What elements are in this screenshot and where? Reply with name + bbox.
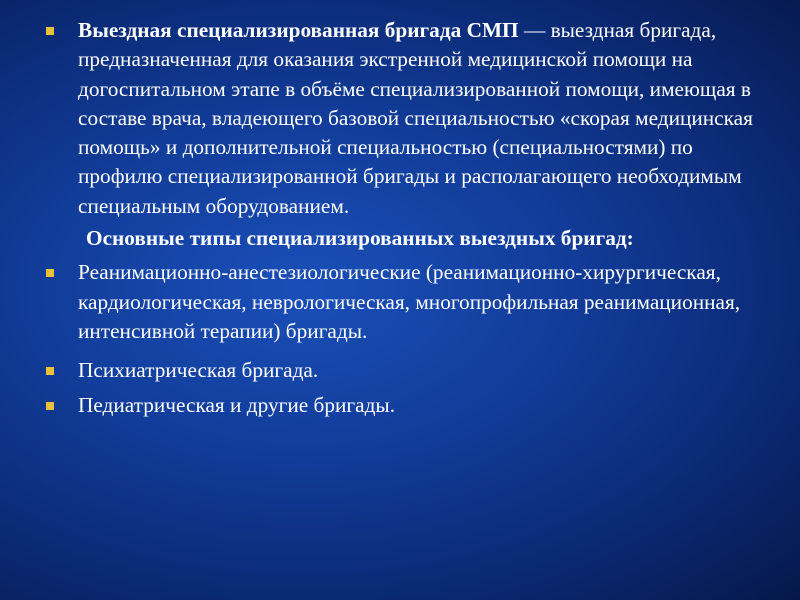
definition-term: Выездная специализированная бригада СМП [78, 18, 519, 42]
bullet-square-icon [46, 367, 54, 375]
bullet-square-icon [46, 27, 54, 35]
type-item [46, 356, 760, 385]
definition-item [46, 16, 760, 221]
type-item [46, 391, 760, 420]
type-item [46, 258, 760, 346]
type-item-text: Психиатрическая бригада. [78, 358, 319, 383]
subheading: Основные типы специализированных выездных бригад: [86, 226, 634, 251]
bullet-square-icon [46, 269, 54, 277]
definition-text: — выездная бригада, предназначенная для оказания экстренной медицинской помощи на догоспитальном этапе в объёме специализированной помощи, имеющая в составе врача, владеющего базовой специальностью «скорая медицинская помощь» и дополнительной специальностью (специальностями) по профилю специализированной бригады и располагающего необходимым специальным оборудованием. [78, 18, 753, 218]
bullet-square-icon [46, 402, 54, 410]
type-item-text: Педиатрическая и другие бригады. [78, 392, 396, 417]
type-item-text: Реанимационно-анестезиологические (реанимационно-хирургическая, кардиологическая, неврологическая, многопрофильная реанимационная, интенсивной терапии) бригады. [78, 260, 741, 343]
